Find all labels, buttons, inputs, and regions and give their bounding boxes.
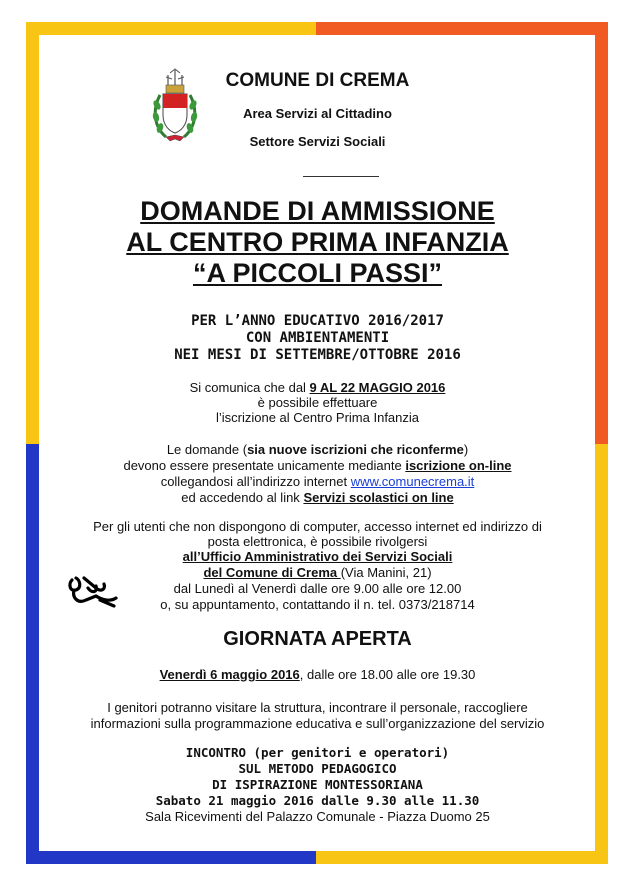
area-name: Area Servizi al Cittadino (243, 106, 392, 121)
frame-left-bottom (26, 444, 39, 864)
crest-icon (150, 65, 200, 145)
website-prefix: collegandosi all’indirizzo internet (160, 474, 351, 489)
frame-right-top (595, 22, 608, 444)
pointing-hand-icon (66, 570, 120, 610)
frame-top-left (26, 22, 316, 35)
school-services-link[interactable]: Servizi scolastici on line (303, 490, 454, 505)
online-enrollment: iscrizione on-line (405, 458, 512, 473)
open-day-hours: , dalle ore 18.00 alle ore 19.30 (299, 667, 476, 682)
meeting-line-1: INCONTRO (per genitori e operatori) (185, 745, 450, 760)
website-link[interactable]: www.comunecrema.it (350, 474, 475, 489)
communication-prefix: Si comunica che dal (189, 380, 310, 395)
office-name: all’Ufficio Amministrativo dei Servizi Sociali (182, 549, 453, 564)
subtitle-line-3: NEI MESI DI SETTEMBRE/OTTOBRE 2016 (174, 347, 461, 363)
parents-info-line-1: I genitori potranno visitare la struttura, incontrare il personale, raccogliere (107, 700, 528, 715)
parents-info-line-2: informazioni sulla programmazione educativa e sull’organizzazione del servizio (90, 716, 545, 731)
office-address: (Via Manini, 21) (340, 565, 432, 580)
meeting-line-3: DI ISPIRAZIONE MONTESSORIANA (212, 777, 423, 792)
header-divider (303, 176, 379, 177)
applications-method-prefix: devono essere presentate unicamente mediante (123, 458, 406, 473)
municipality-name: COMUNE DI CREMA (225, 70, 410, 91)
subtitle-line-1: PER L’ANNO EDUCATIVO 2016/2017 (191, 313, 444, 329)
office-phone: o, su appuntamento, contattando il n. tel. 0373/218714 (160, 597, 475, 612)
frame-left-top (26, 22, 39, 444)
meeting-location: Sala Ricevimenti del Palazzo Comunale - Piazza Duomo 25 (145, 809, 490, 824)
subtitle-line-2: CON AMBIENTAMENTI (245, 330, 390, 346)
title-line-3: “A PICCOLI PASSI” (192, 258, 443, 288)
title-line-2: AL CENTRO PRIMA INFANZIA (126, 227, 509, 257)
no-computer-line-1: Per gli utenti che non dispongono di computer, accesso internet ed indirizzo di (93, 519, 542, 534)
applications-prefix: Le domande ( (166, 442, 248, 457)
enrollment-dates: 9 AL 22 MAGGIO 2016 (309, 380, 446, 395)
communication-line-3: l’iscrizione al Centro Prima Infanzia (215, 410, 420, 425)
applications-suffix: ) (463, 442, 469, 457)
applications-types: sia nuove iscrizioni che riconferme (247, 442, 464, 457)
frame-bottom-right (316, 851, 608, 864)
office-municipality: del Comune di Crema (203, 565, 341, 580)
sector-name: Settore Servizi Sociali (249, 134, 386, 149)
frame-right-bottom (595, 444, 608, 864)
applications-line-1 (40, 442, 595, 457)
frame-top-right (316, 22, 608, 35)
communication-line-1 (40, 380, 595, 395)
applications-line-2 (40, 458, 595, 473)
open-day-day: Venerdì 6 maggio 2016 (159, 667, 300, 682)
applications-line-4 (40, 490, 595, 505)
office-line-2 (40, 565, 595, 580)
office-hours: dal Lunedì al Venerdì dalle ore 9.00 alle ore 12.00 (173, 581, 462, 596)
communication-line-2: è possibile effettuare (257, 395, 378, 410)
meeting-date: Sabato 21 maggio 2016 dalle 9.30 alle 11.30 (155, 793, 480, 808)
applications-line-3 (40, 474, 595, 489)
services-link-prefix: ed accedendo al link (181, 490, 304, 505)
meeting-line-2: SUL METODO PEDAGOGICO (238, 761, 397, 776)
no-computer-line-2: posta elettronica, è possibile rivolgersi (207, 534, 428, 549)
open-day-title: GIORNATA APERTA (223, 628, 412, 650)
title-line-1: DOMANDE DI AMMISSIONE (140, 196, 495, 226)
frame-bottom-left (26, 851, 316, 864)
open-day-date (40, 667, 595, 682)
